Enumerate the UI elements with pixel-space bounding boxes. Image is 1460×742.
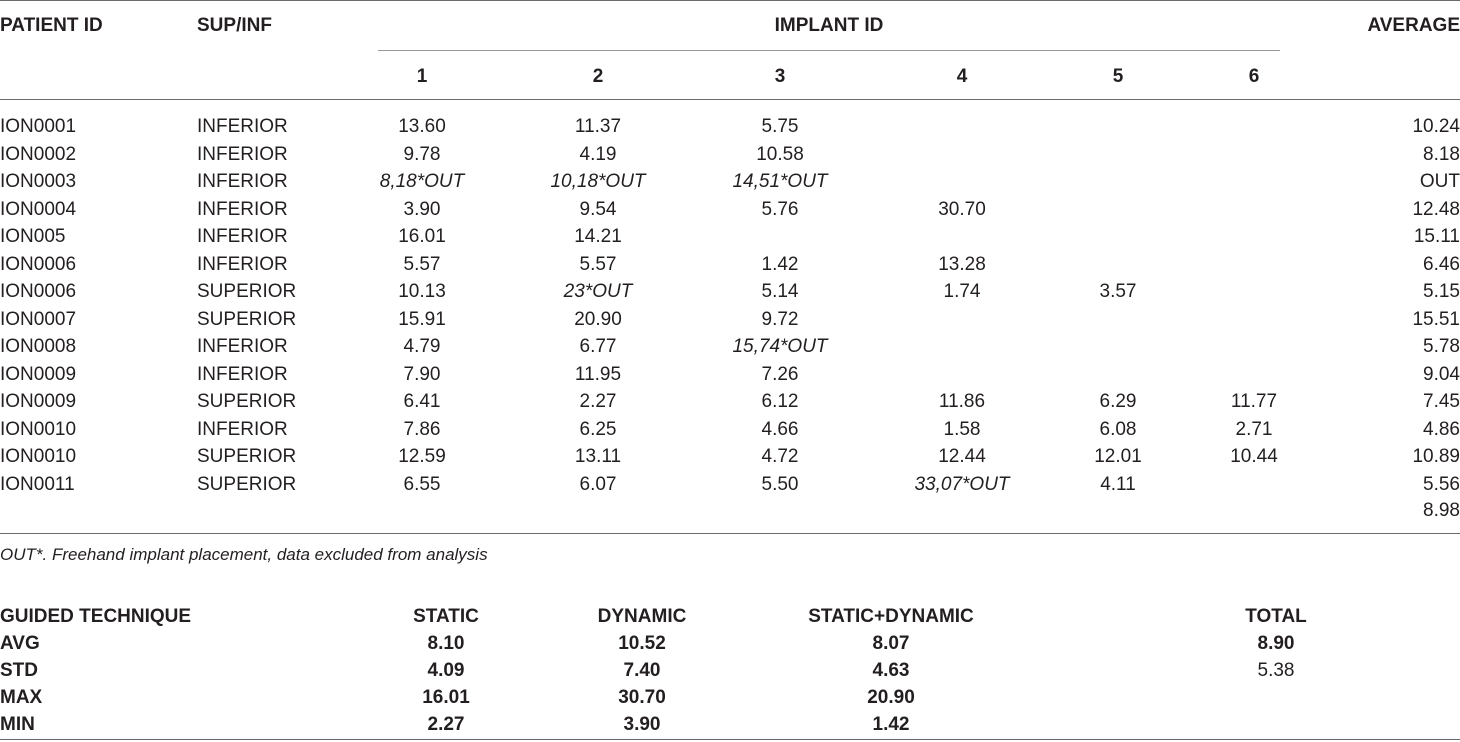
implant-value-cell: 6.08 <box>1099 418 1137 440</box>
patient-id-cell: ION0007 <box>0 308 77 330</box>
implant-value-cell: 4.66 <box>761 418 799 440</box>
header-implant-id: IMPLANT ID <box>774 15 884 36</box>
patient-id-cell: ION0006 <box>0 253 77 275</box>
summary-bottom-rule <box>0 739 1460 740</box>
header-patient-id: PATIENT ID <box>0 15 103 36</box>
implant-value-cell: 12.59 <box>398 446 446 467</box>
average-cell: 5.56 <box>1423 473 1460 495</box>
header-implant-6: 6 <box>1248 66 1260 87</box>
implant-value-cell: 10.44 <box>1230 446 1278 467</box>
implant-value-cell: 11.37 <box>574 116 622 137</box>
patient-id-cell: ION0003 <box>0 171 77 192</box>
average-cell: 12.48 <box>1412 198 1460 220</box>
header-implant-2: 2 <box>592 66 604 87</box>
implant-value-cell: 6.41 <box>403 391 441 412</box>
summary-dynamic-cell: 10.52 <box>618 633 666 654</box>
header-implant-5: 5 <box>1112 66 1124 87</box>
implant-value-cell: 11.77 <box>1230 391 1278 412</box>
summary-static-cell: 16.01 <box>422 687 470 708</box>
summary-label-cell: MIN <box>0 714 35 735</box>
implant-value-cell: 6.07 <box>579 473 617 495</box>
side-cell: SUPERIOR <box>197 308 297 330</box>
side-cell: SUPERIOR <box>197 281 297 302</box>
implant-value-cell: 7.86 <box>403 418 441 440</box>
implant-value-cell: 7.90 <box>403 363 441 385</box>
implant-value-cell: 12.44 <box>938 446 986 467</box>
patient-id-cell: ION0009 <box>0 363 77 385</box>
patient-id-cell: ION0010 <box>0 418 77 440</box>
header-sup-inf: SUP/INF <box>197 15 272 36</box>
side-cell: INFERIOR <box>197 198 288 220</box>
average-cell: 6.46 <box>1423 253 1460 275</box>
summary-dynamic-cell: 30.70 <box>618 687 666 708</box>
header-implant-4: 4 <box>956 66 968 87</box>
summary-label-cell: MAX <box>0 687 43 708</box>
implant-value-cell: 5.57 <box>403 253 441 275</box>
implant-value-cell: 5.14 <box>761 281 799 302</box>
implant-value-cell: 3.57 <box>1099 281 1137 302</box>
implant-value-cell: 1.74 <box>943 281 981 302</box>
average-cell: 10.24 <box>1412 116 1460 137</box>
summary-static-dynamic-cell: 8.07 <box>872 633 910 654</box>
implant-value-cell: 4.79 <box>403 336 441 357</box>
header-implant-3: 3 <box>774 66 786 87</box>
implant-value-cell: 3.90 <box>403 198 441 220</box>
average-cell: 9.04 <box>1423 363 1460 385</box>
implant-value-cell: 1.58 <box>943 418 981 440</box>
patient-id-cell: ION0008 <box>0 336 77 357</box>
average-cell: 5.15 <box>1423 281 1460 302</box>
implant-value-cell: 23*OUT <box>563 281 633 302</box>
side-cell: SUPERIOR <box>197 473 297 495</box>
side-cell: INFERIOR <box>197 143 288 165</box>
summary-label-cell: STD <box>0 660 38 681</box>
patient-id-cell: ION0006 <box>0 281 77 302</box>
implant-value-cell: 30.70 <box>938 198 986 220</box>
header-implant-1: 1 <box>416 66 428 87</box>
summary-static-cell: 8.10 <box>427 633 465 654</box>
summary-header-technique: GUIDED TECHNIQUE <box>0 606 192 627</box>
average-cell: 15.11 <box>1413 226 1460 247</box>
implant-value-cell: 5.57 <box>579 253 617 275</box>
implant-value-cell: 1.42 <box>761 253 799 275</box>
summary-static-cell: 4.09 <box>427 660 465 681</box>
footnote: OUT*. Freehand implant placement, data excluded from analysis <box>0 545 488 564</box>
implant-value-cell: 10,18*OUT <box>550 171 646 192</box>
summary-total-cell: 8.90 <box>1257 633 1295 654</box>
patient-id-cell: ION0009 <box>0 391 77 412</box>
summary-static-dynamic-cell: 4.63 <box>872 660 910 681</box>
implant-value-cell: 6.12 <box>761 391 799 412</box>
summary-label-cell: AVG <box>0 633 40 654</box>
implant-value-cell: 13.28 <box>938 253 986 275</box>
side-cell: INFERIOR <box>197 418 288 440</box>
overall-average: 8.98 <box>1423 500 1460 521</box>
side-cell: INFERIOR <box>197 226 288 247</box>
average-cell: OUT <box>1419 171 1460 192</box>
implant-value-cell: 16.01 <box>398 226 446 247</box>
patient-id-cell: ION005 <box>0 226 66 247</box>
summary-header-static-dynamic: STATIC+DYNAMIC <box>808 606 974 627</box>
patient-id-cell: ION0001 <box>0 116 77 137</box>
implant-value-cell: 2.27 <box>579 391 617 412</box>
implant-value-cell: 4.19 <box>579 143 617 165</box>
side-cell: INFERIOR <box>197 253 288 275</box>
summary-dynamic-cell: 3.90 <box>623 714 661 735</box>
implant-value-cell: 6.77 <box>579 336 617 357</box>
average-cell: 10.89 <box>1412 446 1460 467</box>
implant-value-cell: 13.60 <box>398 116 446 137</box>
implant-value-cell: 4.11 <box>1100 473 1136 495</box>
summary-header-dynamic: DYNAMIC <box>597 606 687 627</box>
summary-static-dynamic-cell: 1.42 <box>872 714 910 735</box>
implant-value-cell: 5.50 <box>761 473 799 495</box>
implant-value-cell: 15.91 <box>398 308 446 330</box>
implant-value-cell: 14.21 <box>574 226 622 247</box>
summary-static-dynamic-cell: 20.90 <box>867 687 915 708</box>
side-cell: SUPERIOR <box>197 446 297 467</box>
implant-value-cell: 5.75 <box>761 116 799 137</box>
header-bottom-rule <box>0 99 1460 100</box>
implant-value-cell: 33,07*OUT <box>914 473 1010 495</box>
implant-value-cell: 11.95 <box>574 363 622 385</box>
average-cell: 8.18 <box>1423 143 1460 165</box>
implant-value-cell: 10.58 <box>756 143 804 165</box>
average-cell: 7.45 <box>1423 391 1460 412</box>
side-cell: SUPERIOR <box>197 391 297 412</box>
implant-value-cell: 14,51*OUT <box>732 171 828 192</box>
average-cell: 5.78 <box>1423 336 1460 357</box>
implant-value-cell: 20.90 <box>574 308 622 330</box>
implant-value-cell: 4.72 <box>761 446 799 467</box>
side-cell: INFERIOR <box>197 116 288 137</box>
implant-value-cell: 6.29 <box>1099 391 1137 412</box>
patient-id-cell: ION0004 <box>0 198 77 220</box>
table-top-rule <box>0 0 1460 1</box>
side-cell: INFERIOR <box>197 336 288 357</box>
patient-id-cell: ION0002 <box>0 143 77 165</box>
implant-value-cell: 8,18*OUT <box>379 171 465 192</box>
average-cell: 4.86 <box>1423 418 1460 440</box>
patient-id-cell: ION0011 <box>0 473 75 495</box>
implant-value-cell: 10.13 <box>398 281 446 302</box>
summary-static-cell: 2.27 <box>427 714 465 735</box>
implant-value-cell: 9.54 <box>579 198 617 220</box>
implant-value-cell: 9.78 <box>403 143 441 165</box>
table-bottom-rule <box>0 533 1460 534</box>
header-average: AVERAGE <box>1367 15 1460 36</box>
summary-total-cell: 5.38 <box>1257 660 1295 681</box>
implant-value-cell: 15,74*OUT <box>732 336 828 357</box>
implant-value-cell: 13.11 <box>574 446 622 467</box>
side-cell: INFERIOR <box>197 171 288 192</box>
implant-value-cell: 9.72 <box>761 308 799 330</box>
average-cell: 15.51 <box>1412 308 1460 330</box>
summary-header-static: STATIC <box>413 606 479 627</box>
implant-id-spanner-rule <box>378 50 1280 51</box>
implant-value-cell: 7.26 <box>761 363 799 385</box>
implant-value-cell: 5.76 <box>761 198 799 220</box>
implant-value-cell: 2.71 <box>1235 418 1273 440</box>
summary-dynamic-cell: 7.40 <box>623 660 661 681</box>
summary-header-total: TOTAL <box>1245 606 1307 627</box>
side-cell: INFERIOR <box>197 363 288 385</box>
patient-id-cell: ION0010 <box>0 446 77 467</box>
implant-value-cell: 6.25 <box>579 418 617 440</box>
implant-value-cell: 6.55 <box>403 473 441 495</box>
implant-value-cell: 11.86 <box>938 391 986 412</box>
implant-value-cell: 12.01 <box>1094 446 1142 467</box>
